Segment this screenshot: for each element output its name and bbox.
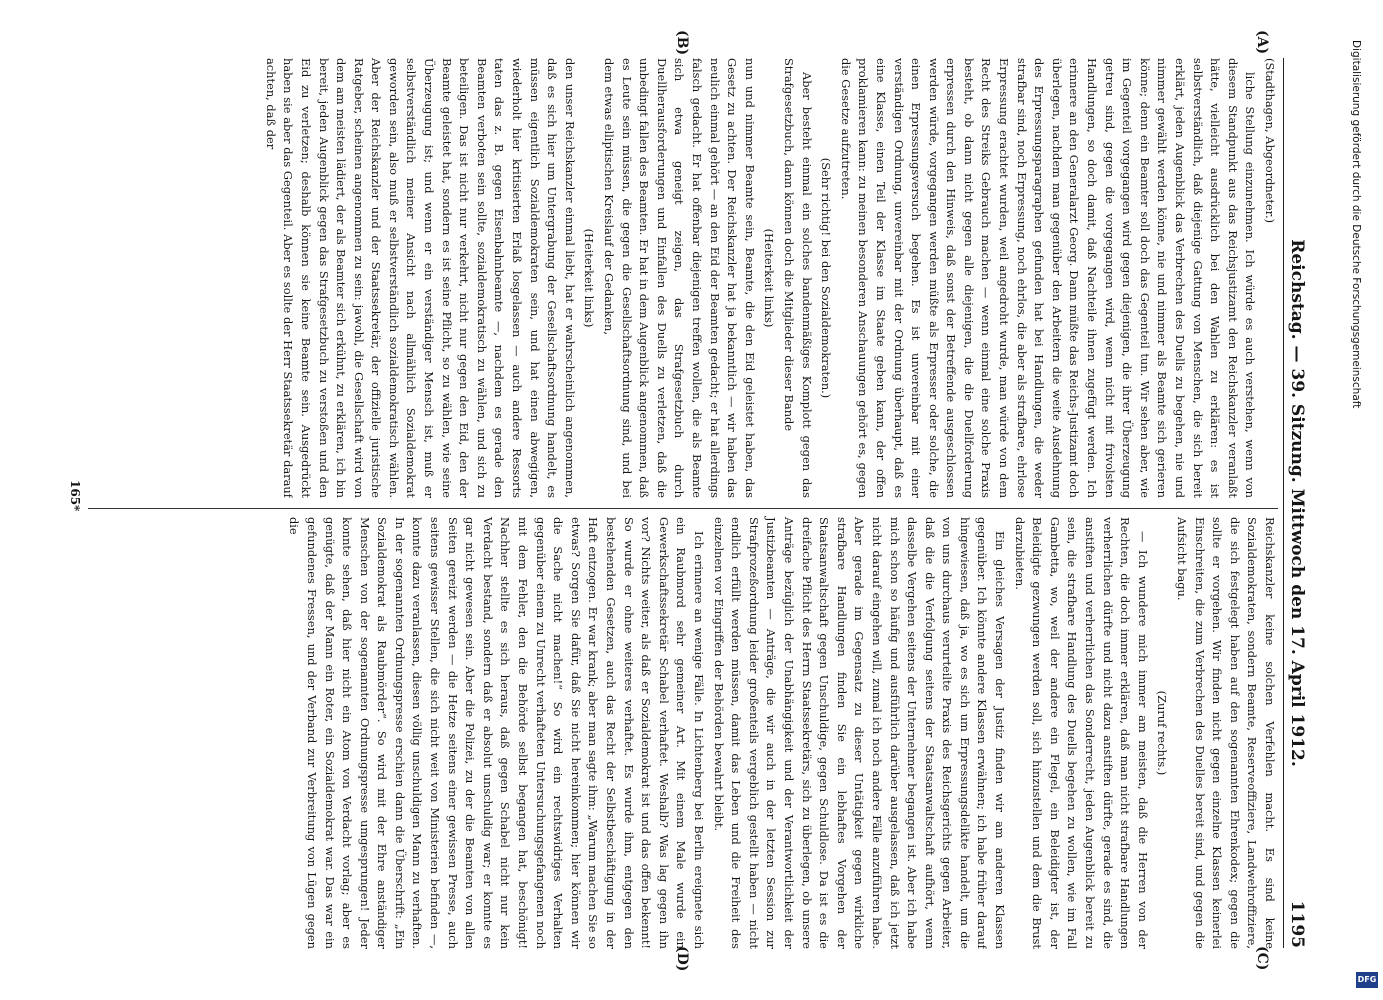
- paragraph: Ein gleiches Versagen der Justiz finden wir am anderen Klassen gegenüber. Ich könnte andere Klassen erwähnen; ich habe früher darauf hingewiesen, daß ja, wo es sich um Erpressungsdelikte handelt, um die von uns durchaus verurteilte Praxis des Reichsgerichts gegen Arbeiter, daß die die Verfolgung seitens der Staatsanwaltschaft aufhört, wenn dasselbe Vergehen seitens der Unternehmer begangen ist. Aber ich habe mich schon so häufig und ausführlich darüber ausgelassen, daß ich jetzt nicht darauf eingehen will, zumal ich noch andere Fälle anzuführen habe. Aber gerade im Gegensatz zu dieser Untätigkeit gegen wirkliche strafbare Handlungen finden Sie ein lebhaftes Vorgehen der Staatsanwaltschaft gegen Unschuldige, gegen Schuldlose. Da ist es die dreifache Pflicht des Herrn Staatssekretärs, sich zu überlegen, ob unsere Anträge bezüglich der Unabhängigkeit und der Verantwortlichkeit der Justizbeamten — Anträge, die wir auch in der letzten Session zur Strafprozeßordnung leider großenteils vergeblich gestellt haben — nicht endlich erfüllt werden müssen, damit das Leben und die Freiheit des einzelnen vor Eingriffen der Behörden bewahrt bleibt.: [711, 517, 1008, 949]
- paragraph: (Heiterkeit links): [582, 228, 597, 328]
- paragraph: Ich erinnere an wenige Fälle. In Lichtenberg bei Berlin ereignete sich ein Raubmord sehr gemeiner Art. Mit einem Male wurde ein Gewerkschaftssekretär Schabel verhaftet. Weshalb? Was lag gegen ihn vor? Nichts weiter, als daß er Sozialdemokrat ist und das offen bekennt! So wurde er ohne weiteres verhaftet. Es wurde ihm, entgegen den bestehenden Gesetzen, auch das Recht der Selbstbeschäftigung in der Haft entzogen. Er war krank; aber man sagte ihm: „Warum machen Sie so etwas? Sorgen Sie dafür, daß Sie nicht hereinkommen; hier können wir die Sache nicht machen!“ So wird ein rechtswidriges Verhalten gegenüber einem zu Unrecht verhafteten Untersuchungsgefangenen noch mit dem Fehler, den die Behörde selbst begangen hat, beschönigt! Nachher stellte es sich heraus, daß gegen Schabel nicht nur kein Verdacht bestand, sondern daß er absolut unschuldig war; er konnte es gar nicht gewesen sein. Aber die Polizei, zu der die Beamten von allen Seiten gereizt werden — die Hetze seitens einer gewissen Presse, auch seitens gewisser Stellen, die sich nicht weit von Ministerien befinden —, konnte dazu veranlassen, diesen völlig unschuldigen Mann zu verhaften. In der sogenannten Ordnungspresse erschien dann die Überschrift: „Ein Sozialdemokrat als Raubmörder“. So wird mit der Ehre anständiger Menschen von der sogenannten Ordnungspresse umgesprungen! Jeder konnte sehen, daß hier nicht ein Atom von Verdacht vorlag; aber es genügte, daß der Mann ein Roter, ein Sozialdemokrat war. Das war ein gefundenes Fressen, und der Verband zur Verbreitung von Lügen gegen die: [287, 517, 706, 949]
- paragraph: den unser Reichskanzler einmal liebt, hat er wahrscheinlich angenommen, daß es sich hier um Untergrabung der Gesellschaftsordnung handelt, es müssen eigentlich Sozialdemokraten sein, und hat einen abwegigen, wiederholt hier kritisierten Erlaß losgelassen — auch andere Ressorts taten das z. B. gegen Eisenbahnbeamte —, nachdem es gerade den Beamten verboten sein sollte, sozialdemokratisch zu wählen, und sich zu beteiligen. Das ist nicht nur verkehrt, nicht nur gegen den Eid, den der Beamte geleistet hat, sondern es ist seine Pflicht, so zu wählen, wie seine Überzeugung ist; und wenn er ein verständiger Mensch ist, muß er selbstverständlich meiner Ansicht nach allmählich Sozialdemokrat geworden sein, also muß er selbstverständlich sozialdemokratisch wählen. Aber der Reichskanzler und der Staatssekretär, der offizielle juristische Ratgeber, scheinen angenommen zu sein: jawohl, die Gesellschaft wird von dem am meisten lädiert, der als Beamter sich erkühnt, zu erklären, ich bin bereit, jeden Augenblick gegen das Strafgesetzbuch zu verstoßen und den Eid zu verletzen; deshalb können sie keine Beamte sein. Ausgedrückt haben sie aber das Gegenteil. Aber es sollte der Herr Staatssekretär darauf achten, daß der: [263, 58, 577, 498]
- signature-number: 165*: [68, 480, 82, 512]
- paragraph: (Zuruf rechts.): [1155, 690, 1170, 776]
- margin-marker-c: (C): [1254, 946, 1270, 971]
- right-text-column: [88, 508, 1278, 949]
- paragraph: (Heiterkeit links): [762, 228, 777, 328]
- digitization-sidebar: [1334, 40, 1374, 970]
- paragraph: Reichskanzler keine solchen Verfehlen macht. Es sind keine Sozialdemokraten, sondern Beamte, Reserveoffiziere, Landwehroffiziere, die sich festgelegt haben auf den sogenannten Ehrenkodex; gegen die sollte er vorgehen. Wir finden nicht gegen einzelne Klassen keinerlei Einschreiten, die zum Verbrechen des Duelles bereit sind, und gegen die Aufsicht bagu.: [1175, 517, 1277, 949]
- dfg-logo: DFG: [1356, 972, 1378, 988]
- paragraph: — Ich wundere mich immer am meisten, daß die Herren von der Rechten, die doch immer erklären, daß man nicht strafbare Handlungen verherrlichen dürfte und nicht dazu anstiften dürfte, gerade es sind, die anstiften und verherrlichen das Sonderrecht, jeden Augenblick bereit zu sein, die strafbare Handlung des Duells begehen zu wollen, wie im Fall Gambetta, wo, weil der andere ein Flegel, ein Beleidigter ist, der Beleidigte gezwungen werden soll, sich hinzustellen und dem die Brust darzubieten.: [1012, 517, 1150, 949]
- paragraph: Aber besteht einmal ein solches bandenmäßiges Komplott gegen das Strafgesetzbuch, dann können doch die Mitglieder dieser Bande: [781, 58, 814, 498]
- page-header: [1283, 58, 1310, 948]
- paragraph: (Sehr richtig! bei den Sozialdemokraten.): [819, 157, 834, 399]
- page-number: 1195: [1287, 900, 1307, 948]
- paragraph: liche Stellung einzunehmen. Ich würde es auch verstehen, wenn von diesem Standpunkt aus das Reichsjustizamt den Reichskanzler veranlaßt hätte, vielleicht ausdrücklich bei den Wahlen zu erklären: es ist selbstverständlich, daß diejenige Gattung von Menschen, die sich bereit erklärt, jeden Augenblick das Verbrechen des Duells zu begehen, nie und nimmer gewählt werden könne, nie und nimmer als Beamte sich gerieren könne; denn ein Beamter soll doch das Gegenteil tun. Wir sehen aber, wie im Gegenteil vorgegangen wird gegen diejenigen, die ihrer Überzeugung getreu sind, gegen die vorgegangen wird, wenn nicht mit frivolsten Handlungen, so doch damit, daß Nachteile ihnen zugefügt werden. Ich erinnere an den Generalarzt Georg. Dann müßte das Reichs-Justizamt doch überlegen, nachdem man gegenüber den Arbeitern die weite Ausdehnung des Erpressungsparagraphen gefunden hat bei Handlungen, die weder strafbar sind, noch Erpressung, noch ehrlos, die aber als strafbare, ehrlose Erpressung erachtet wurden, weil angedroht wurde, man würde von dem Recht des Streiks Gebrauch machen — wenn einmal eine solche Praxis besteht, ob dann nicht gegen alle diejenigen, die die Duellforderung erpressen durch den Hinweis, daß sonst der Betreffende ausgeschlossen werden würde, vorgegangen werden müßte als Erpresser oder solche, die einen Erpressungsversuch begehen. Es ist unvereinbar mit einer verständigen Ordnung, unvereinbar mit der Ordnung überhaupt, daß es eine Klasse, einen Teil der Klasse im Staate geben kann, der offen proklamieren kann: zu meinen besonderen Anschauungen gehört es, gegen die Gesetze aufzutreten.: [838, 58, 1258, 498]
- margin-marker-b: (B): [674, 30, 690, 56]
- running-title: Reichstag. — 39. Sitzung. Mittwoch den 17. April 1912.: [1287, 239, 1307, 767]
- margin-marker-a: (A): [1254, 30, 1270, 55]
- paragraph: nun und nimmer Beamte sein, Beamte, die den Eid geleistet haben, das Gesetz zu achten. Der Reichskanzler hat ja bekanntlich — wir haben das neulich einmal gehört — an den Eid der Beamten gedacht; er hat allerdings falsch gedacht. Er hat offenbar diejenigen treffen wollen, die als Beamte sich etwa geneigt zeigen, das Strafgesetzbuch durch Duellherausforderungen und Einfallen des Duells zu verletzen, daß die unbedingt fallen des Beamten. Er hat in dem Augenblick angenommen, daß es Leute sein müssen, die gegen die Gesellschaftsordnung sind, und bei dem etwas elliptischen Kreislauf der Gedanken,: [602, 58, 757, 498]
- paragraph: (Stadthagen, Abgeordneter.): [1263, 58, 1277, 224]
- margin-marker-d: (D): [674, 946, 690, 972]
- digitization-note: Digitalisierung gefördert durch die Deutsche Forschungsgemeinschaft: [1350, 40, 1362, 409]
- scanned-page: [30, 0, 1330, 1000]
- left-text-column: [88, 58, 1278, 498]
